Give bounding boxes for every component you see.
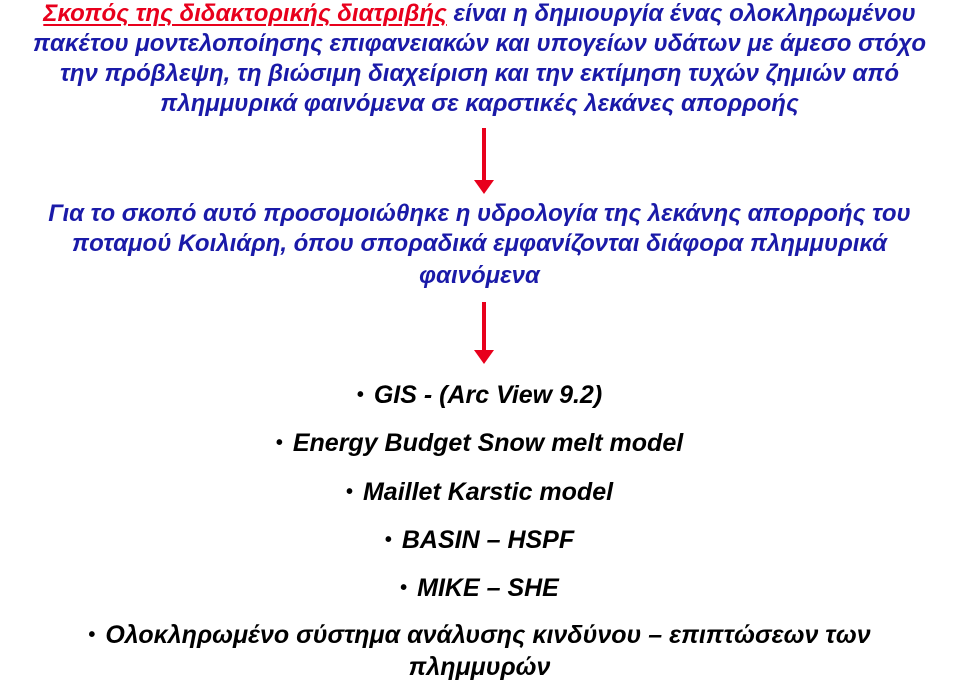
down-arrow-icon [474, 128, 494, 194]
bullet-icon: • [88, 624, 96, 646]
purpose-line-2: πακέτου μοντελοποίησης επιφανειακών και υπογείων υδάτων με άμεσο στόχο [32, 30, 927, 57]
tool-item [0, 477, 959, 507]
bullet-icon: • [384, 529, 392, 551]
tool-label: Energy Budget Snow melt model [292, 429, 684, 457]
tool-item [0, 428, 959, 458]
method-line-1: Για το σκοπό αυτό προσομοιώθηκε η υδρολογία της λεκάνης απορροής του [48, 200, 911, 227]
conclusion-line-2: πλημμυρών [408, 653, 551, 681]
tool-item [0, 573, 959, 603]
down-arrow-icon [474, 302, 494, 364]
method-line-2: ποταμού Κοιλιάρη, όπου σποραδικά εμφανίζονται διάφορα πλημμυρικά [72, 230, 887, 257]
tool-label: Maillet Karstic model [362, 478, 614, 506]
bullet-icon: • [400, 577, 408, 599]
bullet-icon: • [345, 481, 353, 503]
purpose-line-1 [0, 0, 959, 28]
purpose-line-4: πλημμυρικά φαινόμενα σε καρστικές λεκάνες απορροής [160, 90, 799, 117]
tool-item [0, 380, 959, 410]
tool-label: BASIN – HSPF [401, 526, 575, 554]
purpose-line-3: την πρόβλεψη, τη βιώσιμη διαχείριση και την εκτίμηση τυχών ζημιών από [59, 60, 900, 87]
tool-label: MIKE – SHE [417, 574, 559, 602]
tool-label: GIS - (Arc View 9.2) [373, 381, 603, 409]
bullet-icon: • [356, 384, 364, 406]
method-line-3: φαινόμενα [419, 262, 540, 289]
purpose-title: Σκοπός της διδακτορικής διατριβής [43, 0, 447, 27]
conclusion-text-1: Ολοκληρωμένο σύστημα ανάλυσης κινδύνου – επιπτώσεων των [105, 621, 871, 649]
bullet-icon: • [275, 432, 283, 454]
purpose-line-1-rest: είναι η δημιουργία ένας ολοκληρωμένου [446, 0, 916, 27]
conclusion-line-1 [0, 620, 959, 650]
tool-item [0, 525, 959, 555]
